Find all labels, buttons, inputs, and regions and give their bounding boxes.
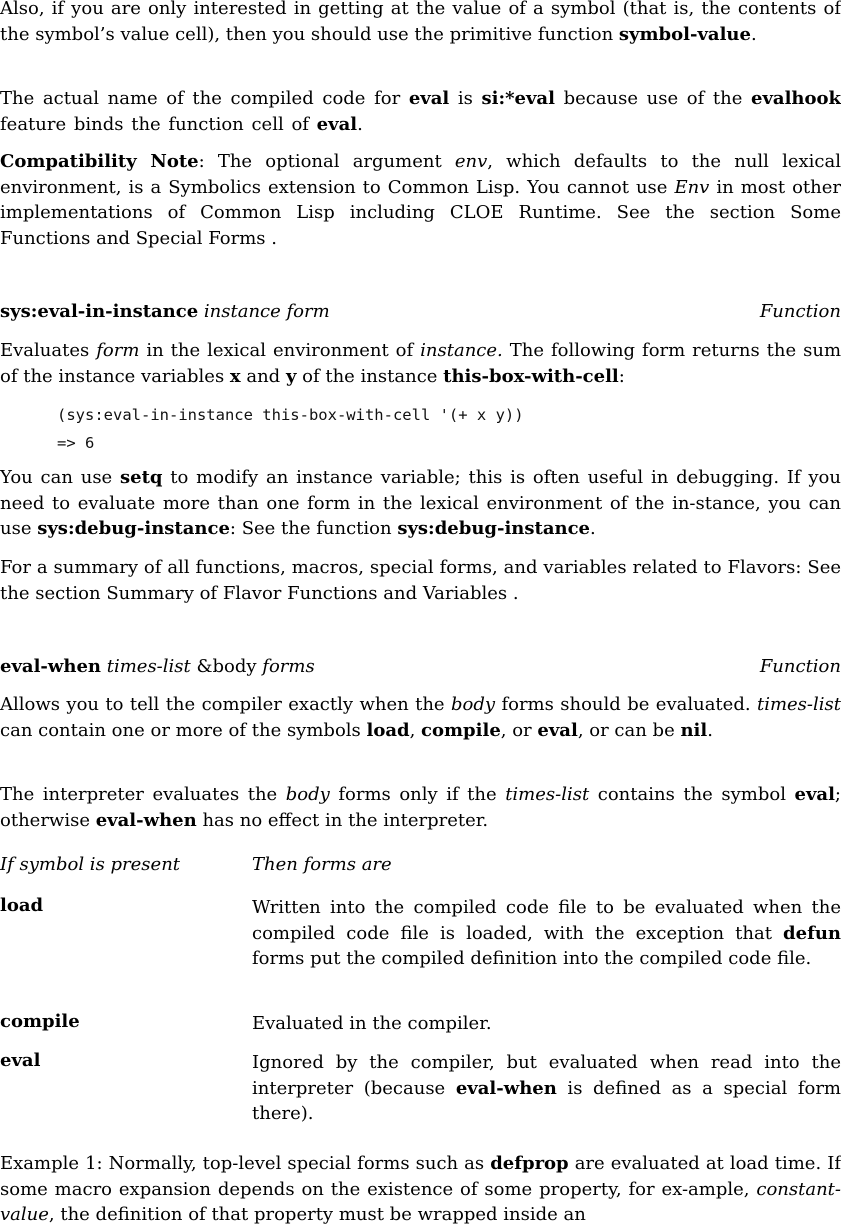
function-args: instance form — [198, 301, 330, 322]
function-header-eval-in-instance — [0, 299, 841, 325]
compatibility-note-label: Compatibility Note — [0, 151, 199, 172]
term-nil: nil — [680, 719, 708, 741]
term-eval: eval — [794, 784, 835, 805]
table-header-left: If symbol is present — [0, 854, 181, 875]
paragraph-setq — [0, 465, 841, 542]
arg-env: env — [454, 151, 488, 172]
text: , the definition of that property must be wrapped inside an — [48, 1204, 586, 1225]
code-line: => 6 — [57, 434, 95, 452]
term-defprop: defprop — [490, 1153, 569, 1174]
text: because use of the — [554, 88, 752, 109]
paragraph-eval-when-desc — [0, 692, 841, 743]
term-eval: eval — [408, 88, 450, 109]
text: Also, if you are only interested in getting at the value of a symbol (that is, the contents of the symbol’s value cell), then you should use the primitive function — [0, 0, 841, 45]
text: The following form returns the sum of the instance variables — [0, 340, 841, 387]
text: in most other implementations of Common Lisp including CLOE Runtime. See the section Some Functions and Special Forms . — [0, 176, 841, 249]
term-defun: defun — [783, 922, 841, 944]
term-debug-instance: sys:debug-instance — [37, 518, 230, 539]
text: The interpreter evaluates the — [0, 784, 286, 805]
arg-env: Env — [674, 176, 710, 198]
table-header-right: Then forms are — [252, 854, 392, 875]
paragraph-symbol-value — [0, 0, 841, 47]
function-kind: Function — [759, 301, 841, 322]
term-si-eval: si:*eval — [481, 88, 555, 109]
arg-form: form — [96, 340, 140, 361]
table-value — [252, 895, 841, 972]
text: : The optional argument — [198, 151, 455, 172]
term-eval: eval — [537, 719, 578, 741]
text: contains the symbol — [589, 784, 795, 805]
arg-times-list: times-list — [101, 656, 191, 677]
table-value — [252, 1050, 841, 1127]
text: You can use — [0, 467, 121, 488]
text: forms only if the — [329, 784, 506, 805]
arg-times-list: times-list — [505, 784, 590, 805]
paragraph-eval-in-instance-desc — [0, 338, 841, 389]
text: can contain one or more of the symbols — [0, 719, 367, 741]
arg-times-list: times-list — [756, 694, 841, 715]
paragraph-eval-name — [0, 86, 841, 137]
text: , or — [500, 719, 538, 741]
text: of the instance — [296, 365, 444, 387]
text: Allows you to tell the compiler exactly when the — [0, 694, 451, 715]
arg-body: body — [450, 694, 496, 715]
table-key: load — [0, 895, 44, 916]
code-line: (sys:eval-in-instance this-box-with-cell '(+ x y)) — [57, 406, 524, 424]
text: and — [240, 365, 286, 387]
text: : See the function — [229, 518, 398, 539]
term-eval-when: eval-when — [95, 809, 197, 831]
function-kind: Function — [759, 656, 841, 677]
table-value — [252, 1011, 841, 1037]
text: Written into the compiled code file to be evaluated when the compiled code file is loaded, with the exception that — [252, 897, 841, 944]
function-name: eval-when — [0, 656, 102, 677]
text: The actual name of the compiled code for — [0, 88, 409, 109]
text: in the lexical environment of — [139, 340, 421, 361]
text: Evaluates — [0, 340, 97, 361]
term-setq: setq — [120, 467, 163, 488]
paragraph-example-1 — [0, 1151, 841, 1228]
paragraph-flavors-summary: For a summary of all functions, macros, special forms, and variables related to Flavors: See the section Summary of Flavor Functions and Variables . — [0, 557, 841, 604]
text: . — [750, 23, 757, 45]
text: forms put the compiled definition into the compiled code file. — [252, 948, 812, 969]
arg-constant-value: constant-value — [0, 1178, 841, 1225]
text: are evaluated at load time. If some macro expansion depends on the existence of some property, for ex-ample, — [0, 1153, 841, 1200]
table-key: compile — [0, 1011, 80, 1032]
term-x: x — [229, 365, 241, 387]
function-header-eval-when — [0, 654, 841, 680]
text: to modify an instance variable; this is often useful in debugging. If you need to evaluate more than one form in the lexical environment of the in-stance, you can use — [0, 467, 841, 539]
text: feature binds the function cell of — [0, 113, 317, 135]
function-name: sys:eval-in-instance — [0, 301, 199, 322]
code-example — [57, 401, 524, 457]
term-compile: compile — [421, 719, 501, 741]
text: , or can be — [577, 719, 681, 741]
text: has no effect in the interpreter. — [196, 809, 489, 831]
text: : — [618, 365, 625, 387]
text: . — [707, 719, 713, 741]
text: . — [357, 113, 363, 135]
arg-body: body — [285, 784, 330, 805]
paragraph-compatibility-note — [0, 149, 841, 251]
paragraph-interpreter — [0, 782, 841, 833]
text: is — [449, 88, 482, 109]
table-key: eval — [0, 1050, 41, 1071]
arg-forms: forms — [262, 656, 315, 677]
term-load: load — [366, 719, 410, 741]
text: Example 1: Normally, top-level special forms such as — [0, 1153, 491, 1174]
text: . — [590, 518, 596, 539]
term-eval: eval — [316, 113, 358, 135]
text: is defined as a special form there). — [252, 1077, 841, 1124]
text: Evaluated in the compiler. — [252, 1013, 492, 1034]
term-this-box-with-cell: this-box-with-cell — [443, 365, 619, 387]
text: Ignored by the compiler, but evaluated when read into the interpreter (because — [252, 1052, 841, 1099]
text: , which defaults to the null lexical environment, is a Symbolics extension to Common Lisp. You cannot use — [0, 151, 841, 198]
text: , — [409, 719, 422, 741]
term-eval-when: eval-when — [455, 1077, 557, 1099]
term-y: y — [285, 365, 297, 387]
term-evalhook: evalhook — [751, 88, 841, 109]
term-debug-instance: sys:debug-instance — [397, 518, 591, 539]
text: ; otherwise — [0, 784, 841, 831]
text: &body — [190, 656, 263, 677]
arg-instance: instance. — [420, 340, 503, 361]
text: forms should be evaluated. — [495, 694, 757, 715]
term-symbol-value: symbol-value — [618, 23, 751, 45]
